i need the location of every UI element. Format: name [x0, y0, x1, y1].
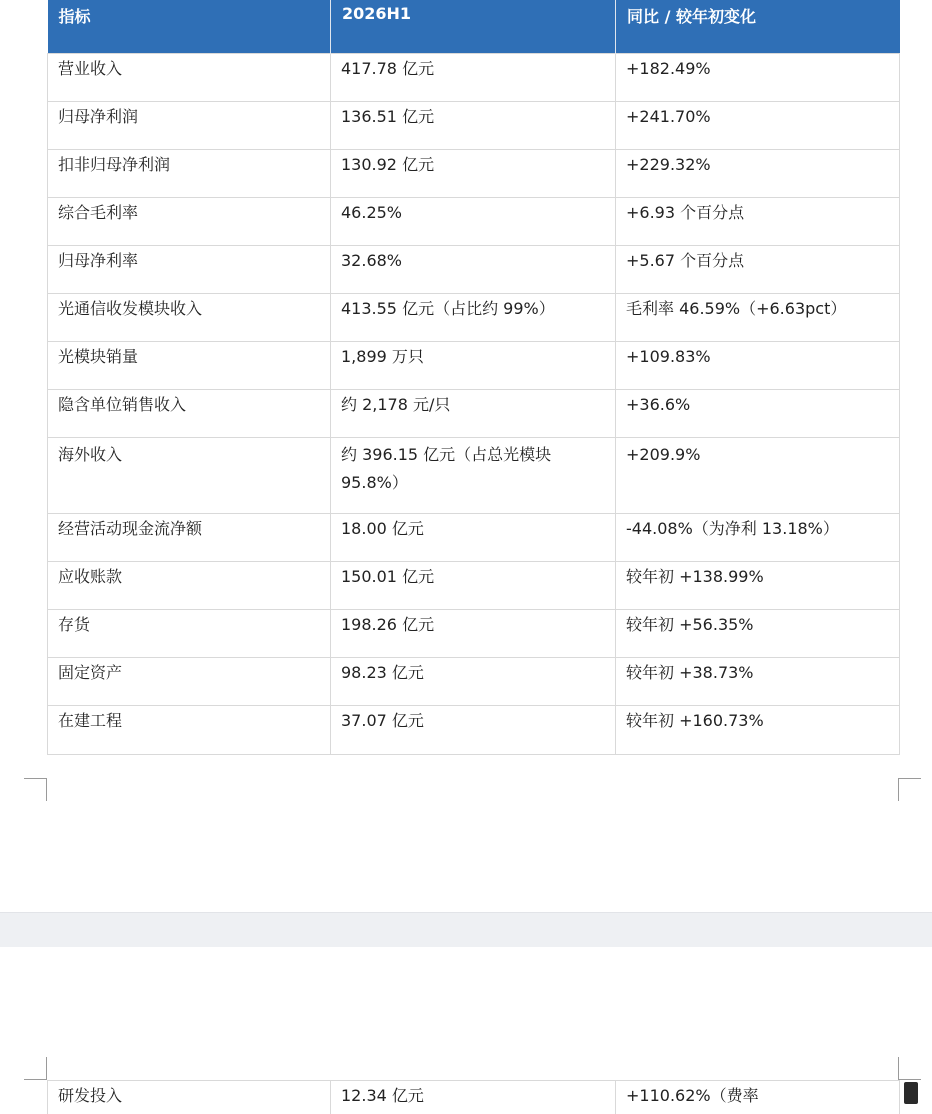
table-header-row: [48, 0, 900, 53]
header-change: 同比 / 较年初变化: [616, 0, 900, 53]
value-cell: 417.78 亿元: [331, 53, 616, 101]
change-cell: 较年初 +160.73%: [616, 705, 900, 754]
indicator-cell: 归母净利润: [48, 101, 331, 149]
page-corner-mark-right: [898, 1057, 921, 1080]
value-cell: 约 396.15 亿元（占总光模块 95.8%）: [331, 437, 616, 513]
change-cell: 较年初 +56.35%: [616, 609, 900, 657]
change-cell: +182.49%: [616, 53, 900, 101]
indicator-cell: 营业收入: [48, 53, 331, 101]
change-cell: +6.93 个百分点: [616, 197, 900, 245]
header-indicator: 指标: [48, 0, 331, 53]
table-row: [48, 1081, 900, 1114]
value-cell: 32.68%: [331, 245, 616, 293]
change-cell: 较年初 +38.73%: [616, 657, 900, 705]
financial-indicator-table-continued: [47, 1080, 900, 1114]
indicator-cell: 固定资产: [48, 657, 331, 705]
indicator-cell: 应收账款: [48, 561, 331, 609]
table-row: [48, 705, 900, 754]
table-row: [48, 609, 900, 657]
change-cell: +5.67 个百分点: [616, 245, 900, 293]
table-row: [48, 657, 900, 705]
table-row: [48, 149, 900, 197]
table-row: [48, 513, 900, 561]
value-cell: 1,899 万只: [331, 341, 616, 389]
indicator-cell: 光通信收发模块收入: [48, 293, 331, 341]
table-row: [48, 197, 900, 245]
indicator-cell: 光模块销量: [48, 341, 331, 389]
value-cell: 150.01 亿元: [331, 561, 616, 609]
change-cell: +109.83%: [616, 341, 900, 389]
indicator-cell: 研发投入: [48, 1081, 331, 1114]
change-cell: +229.32%: [616, 149, 900, 197]
page-corner-mark-left: [24, 1057, 47, 1080]
value-cell: 12.34 亿元: [331, 1081, 616, 1114]
indicator-cell: 在建工程: [48, 705, 331, 754]
table-row: [48, 101, 900, 149]
value-cell: 约 2,178 元/只: [331, 389, 616, 437]
table-row: [48, 437, 900, 513]
value-cell: 46.25%: [331, 197, 616, 245]
watermark-logo: [904, 1078, 918, 1108]
change-cell: +36.6%: [616, 389, 900, 437]
table-row: [48, 389, 900, 437]
indicator-cell: 综合毛利率: [48, 197, 331, 245]
indicator-cell: 经营活动现金流净额: [48, 513, 331, 561]
indicator-cell: 归母净利率: [48, 245, 331, 293]
value-cell: 18.00 亿元: [331, 513, 616, 561]
table-row: [48, 293, 900, 341]
change-cell: +241.70%: [616, 101, 900, 149]
table-row: [48, 53, 900, 101]
page-corner-mark-left: [24, 778, 47, 801]
indicator-cell: 海外收入: [48, 437, 331, 513]
financial-indicator-table: [47, 0, 900, 755]
page-separator: [0, 912, 932, 948]
indicator-cell: 隐含单位销售收入: [48, 389, 331, 437]
value-cell: 136.51 亿元: [331, 101, 616, 149]
change-cell: 毛利率 46.59%（+6.63pct）: [616, 293, 900, 341]
value-cell: 37.07 亿元: [331, 705, 616, 754]
header-period: 2026H1: [331, 0, 616, 53]
value-cell: 198.26 亿元: [331, 609, 616, 657]
indicator-cell: 存货: [48, 609, 331, 657]
indicator-cell: 扣非归母净利润: [48, 149, 331, 197]
change-cell: -44.08%（为净利 13.18%）: [616, 513, 900, 561]
watermark-icon: [904, 1082, 918, 1104]
table-row: [48, 341, 900, 389]
value-cell: 98.23 亿元: [331, 657, 616, 705]
table-row: [48, 245, 900, 293]
change-cell: 较年初 +138.99%: [616, 561, 900, 609]
change-cell: +209.9%: [616, 437, 900, 513]
value-cell: 130.92 亿元: [331, 149, 616, 197]
value-cell: 413.55 亿元（占比约 99%）: [331, 293, 616, 341]
page-corner-mark-right: [898, 778, 921, 801]
change-cell: +110.62%（费率: [616, 1081, 900, 1114]
table-row: [48, 561, 900, 609]
